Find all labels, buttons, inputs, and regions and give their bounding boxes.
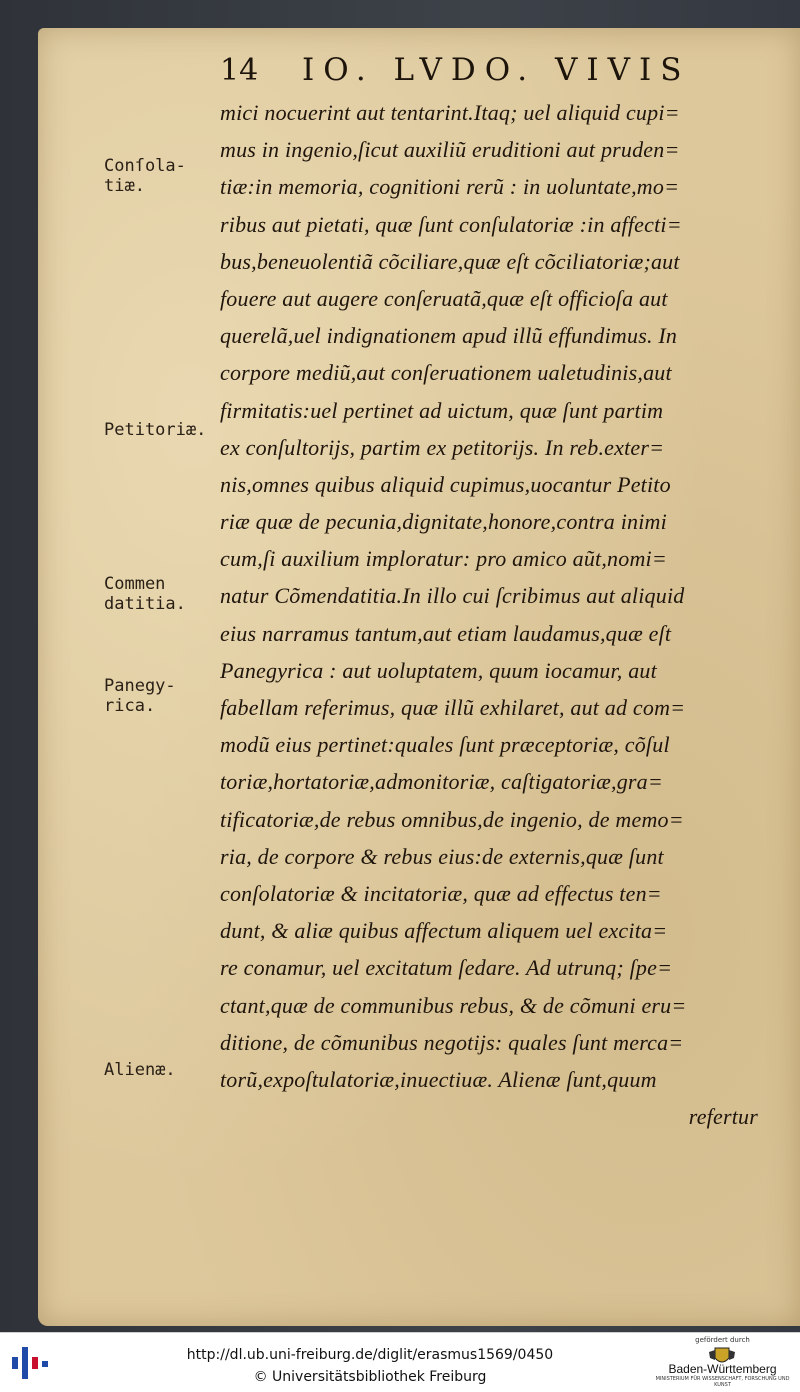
university-logo-icon — [10, 1343, 50, 1383]
margin-note-panegyrica: Panegy- rica. — [104, 676, 176, 716]
sponsor-label: gefördert durch — [695, 1336, 750, 1344]
body-text — [220, 94, 768, 1135]
text-line: bus,beneuolentiã cõciliare,quæ eſt cõciliatoriæ;aut — [220, 248, 680, 274]
margin-note-commendatitia: Commen datitia. — [104, 574, 186, 614]
text-line: ditione, de cõmunibus negotijs: quales ſunt merca= — [220, 1029, 684, 1055]
text-line: natur Cõmendatitia.In illo cui ſcribimus aut aliquid — [220, 583, 685, 609]
text-line: fouere aut augere conſeruatã,quæ eſt officioſa aut — [220, 285, 668, 311]
text-line: conſolatoriæ & incitatoriæ, quæ ad effectus ten= — [220, 880, 662, 906]
state-crest-icon — [707, 1346, 737, 1368]
text-line: ribus aut pietati, quæ ſunt conſulatoriæ :in affecti= — [220, 211, 682, 237]
catchword: refertur — [688, 1104, 758, 1130]
text-line: tificatoriæ,de rebus omnibus,de ingenio, de memo= — [220, 806, 684, 832]
running-head — [220, 52, 760, 96]
viewer-footer — [0, 1332, 800, 1392]
text-line: re conamur, uel excitatum ſedare. Ad utrunq; ſpe= — [220, 955, 673, 981]
sponsor-block — [650, 1336, 795, 1388]
text-line: Panegyrica : aut uoluptatem, quum iocamur, aut — [220, 657, 657, 683]
text-line: fabellam referimus, quæ illũ exhilaret, aut ad com= — [220, 695, 686, 720]
text-line: ex conſultorijs, partim ex petitorijs. In reb.exter= — [220, 434, 665, 460]
text-line: torũ,expoſtulatoriæ,inuectiuæ. Alienæ ſunt,quum — [220, 1066, 657, 1092]
margin-note-petitoriae: Petitoriæ. — [104, 420, 207, 440]
sponsor-name: Baden-Württemberg — [668, 1362, 777, 1376]
margin-note-consolatoriae: Conſola- tiæ. — [104, 156, 186, 196]
text-line: corpore mediũ,aut conſeruationem ualetudinis,aut — [220, 360, 672, 386]
text-line: mus in ingenio,ſicut auxiliũ eruditioni aut pruden= — [220, 137, 680, 163]
text-line: toriæ,hortatoriæ,admonitoriæ, caſtigatoriæ,gra= — [220, 769, 663, 795]
running-title: IO. LVDO. VIVIS — [302, 52, 691, 88]
permalink-url[interactable]: http://dl.ub.uni-freiburg.de/diglit/erasmus1569/0450 — [186, 1347, 554, 1363]
text-line: mici nocuerint aut tentarint.Itaq; uel aliquid cupi= — [220, 100, 680, 125]
text-line: eius narramus tantum,aut etiam laudamus,quæ eſt — [220, 620, 672, 646]
text-line: querelã,uel indignationem apud illũ effundimus. In — [220, 323, 678, 349]
text-line: dunt, & aliæ quibus affectum aliquem uel excita= — [220, 918, 668, 944]
sponsor-subtitle: MINISTERIUM FÜR WISSENSCHAFT, FORSCHUNG UND KUNST — [655, 1376, 790, 1388]
text-line: ria, de corpore & rebus eius:de externis,quæ ſunt — [220, 843, 664, 869]
margin-note-alienae: Alienæ. — [104, 1060, 176, 1080]
text-line: riæ quæ de pecunia,dignitate,honore,contra inimi — [220, 509, 667, 535]
page-number: 14 — [220, 53, 259, 88]
text-line: nis,omnes quibus aliquid cupimus,uocantur Petito — [220, 471, 671, 497]
text-line: ctant,quæ de communibus rebus, & de cõmuni eru= — [220, 992, 687, 1018]
text-line: modũ eius pertinet:quales ſunt præceptoriæ, cõſul — [220, 732, 670, 758]
text-line: cum,ſi auxilium imploratur: pro amico aũt,nomi= — [220, 546, 667, 572]
text-line: firmitatis:uel pertinet ad uictum, quæ ſunt partim — [220, 397, 664, 423]
copyright-notice: © Universitätsbibliothek Freiburg — [253, 1369, 487, 1385]
text-line: tiæ:in memoria, cognitioni rerũ : in uoluntate,mo= — [220, 174, 680, 200]
